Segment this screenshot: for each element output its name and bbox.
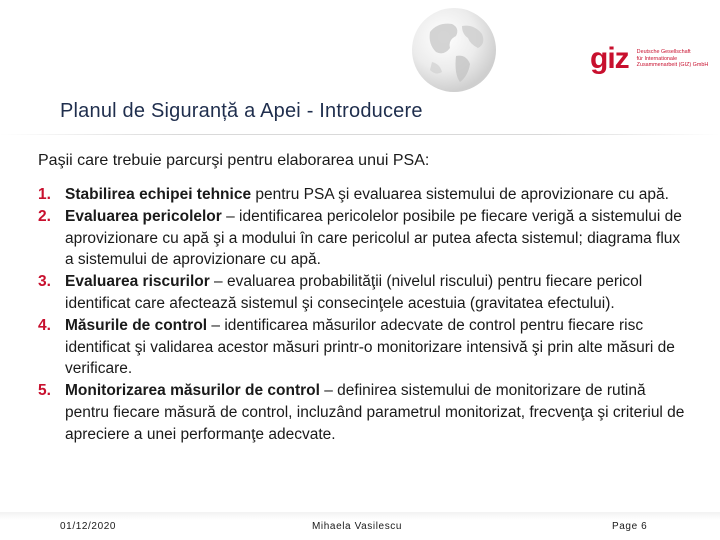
footer-author: Mihaela Vasilescu <box>312 521 403 532</box>
globe-image <box>408 4 500 96</box>
step-number: 5. <box>38 382 51 400</box>
step-heading: Măsurile de control <box>65 316 208 334</box>
list-item <box>38 206 688 271</box>
step-heading: Monitorizarea măsurilor de control <box>65 382 320 400</box>
step-number: 1. <box>38 186 51 203</box>
list-item <box>38 184 688 206</box>
step-text: – definirea sistemului de monitorizare de rutină pentru fiecare măsură de control, incluzând parametrul monitorizat, frecvenţa şi criteriul de apreciere a unei performanţe adecvate. <box>65 382 685 443</box>
step-number: 4. <box>38 316 51 334</box>
step-text: pentru PSA şi evaluarea sistemului de aprovizionare cu apă. <box>251 186 669 203</box>
title-divider <box>0 134 720 135</box>
step-text: – evaluarea probabilităţii (nivelul riscului) pentru fiecare pericol identificat care afectează sistemul şi consecinţele acestuia (gravitatea efectului). <box>65 273 643 312</box>
slide-title: Planul de Siguranță a Apei - Introducere <box>60 100 423 122</box>
list-item <box>38 315 688 380</box>
giz-org-name: Deutsche Gesellschaft für Internationale Zusammenarbeit (GIZ) GmbH <box>636 49 709 69</box>
giz-wordmark: giz <box>590 42 629 75</box>
step-heading: Stabilirea echipei tehnice <box>65 186 252 203</box>
intro-text: Paşii care trebuie parcurşi pentru elaborarea unui PSA: <box>38 152 430 169</box>
footer-divider <box>0 512 720 520</box>
giz-logo <box>590 44 717 74</box>
step-heading: Evaluarea pericolelor <box>65 207 222 225</box>
step-number: 3. <box>38 273 51 291</box>
step-text: – identificarea măsurilor adecvate de control pentru fiecare risc identificat şi validarea acestor măsuri printr-o monitorizare intensivă şi prin alte măsuri de verificare. <box>65 316 675 378</box>
steps-list <box>38 184 688 446</box>
step-text: – identificarea pericolelor posibile pe fiecare verigă a sistemului de aprovizionare cu apă şi a modului în care pericolul ar putea afecta sistemul; diagrama flux a sistemului de aprovizionare cu apă. <box>65 207 682 269</box>
step-number: 2. <box>38 207 51 225</box>
footer-page-number: Page 6 <box>612 521 648 532</box>
step-heading: Evaluarea riscurilor <box>65 273 210 291</box>
list-item <box>38 271 688 315</box>
footer-date: 01/12/2020 <box>60 521 117 532</box>
list-item <box>38 380 688 445</box>
